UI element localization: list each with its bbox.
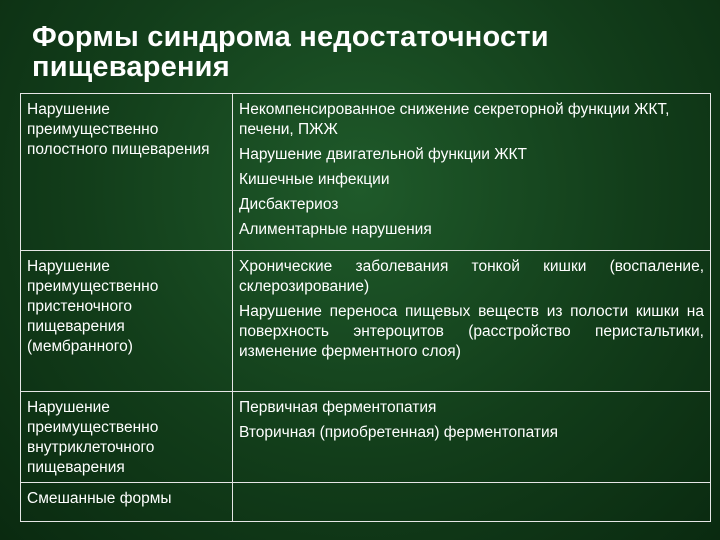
table-row bbox=[21, 483, 711, 522]
causes-cell bbox=[233, 94, 711, 251]
cause-item: Кишечные инфекции bbox=[239, 171, 390, 188]
causes-cell bbox=[233, 483, 711, 522]
table-row bbox=[21, 94, 711, 251]
form-cell: Нарушение преимущественно полостного пищеварения bbox=[21, 94, 233, 251]
causes-cell bbox=[233, 392, 711, 483]
cause-item: Хронические заболевания тонкой кишки (воспаление, склерозирование) bbox=[239, 258, 704, 295]
form-cell: Нарушение преимущественно пристеночного пищеварения (мембранного) bbox=[21, 251, 233, 392]
table-row bbox=[21, 251, 711, 392]
cause-item: Первичная ферментопатия bbox=[239, 399, 437, 416]
cause-item: Вторичная (приобретенная) ферментопатия bbox=[239, 424, 559, 441]
cause-item: Нарушение переноса пищевых веществ из полости кишки на поверхность энтероцитов (расстройство перистальтики, изменение ферментного слоя) bbox=[239, 303, 704, 360]
form-cell: Смешанные формы bbox=[21, 483, 233, 522]
causes-cell bbox=[233, 251, 711, 392]
cause-item: Нарушение двигательной функции ЖКТ bbox=[239, 146, 528, 163]
cause-item: Алиментарные нарушения bbox=[239, 221, 432, 238]
table-row bbox=[21, 392, 711, 483]
slide-title: Формы синдрома недостаточности пищеварения bbox=[32, 21, 549, 83]
form-cell: Нарушение преимущественно внутриклеточного пищеварения bbox=[21, 392, 233, 483]
cause-item: Дисбактериоз bbox=[239, 196, 339, 213]
cause-item: Некомпенсированное снижение секреторной функции ЖКТ, печени, ПЖЖ bbox=[239, 101, 670, 138]
forms-table bbox=[20, 93, 711, 522]
